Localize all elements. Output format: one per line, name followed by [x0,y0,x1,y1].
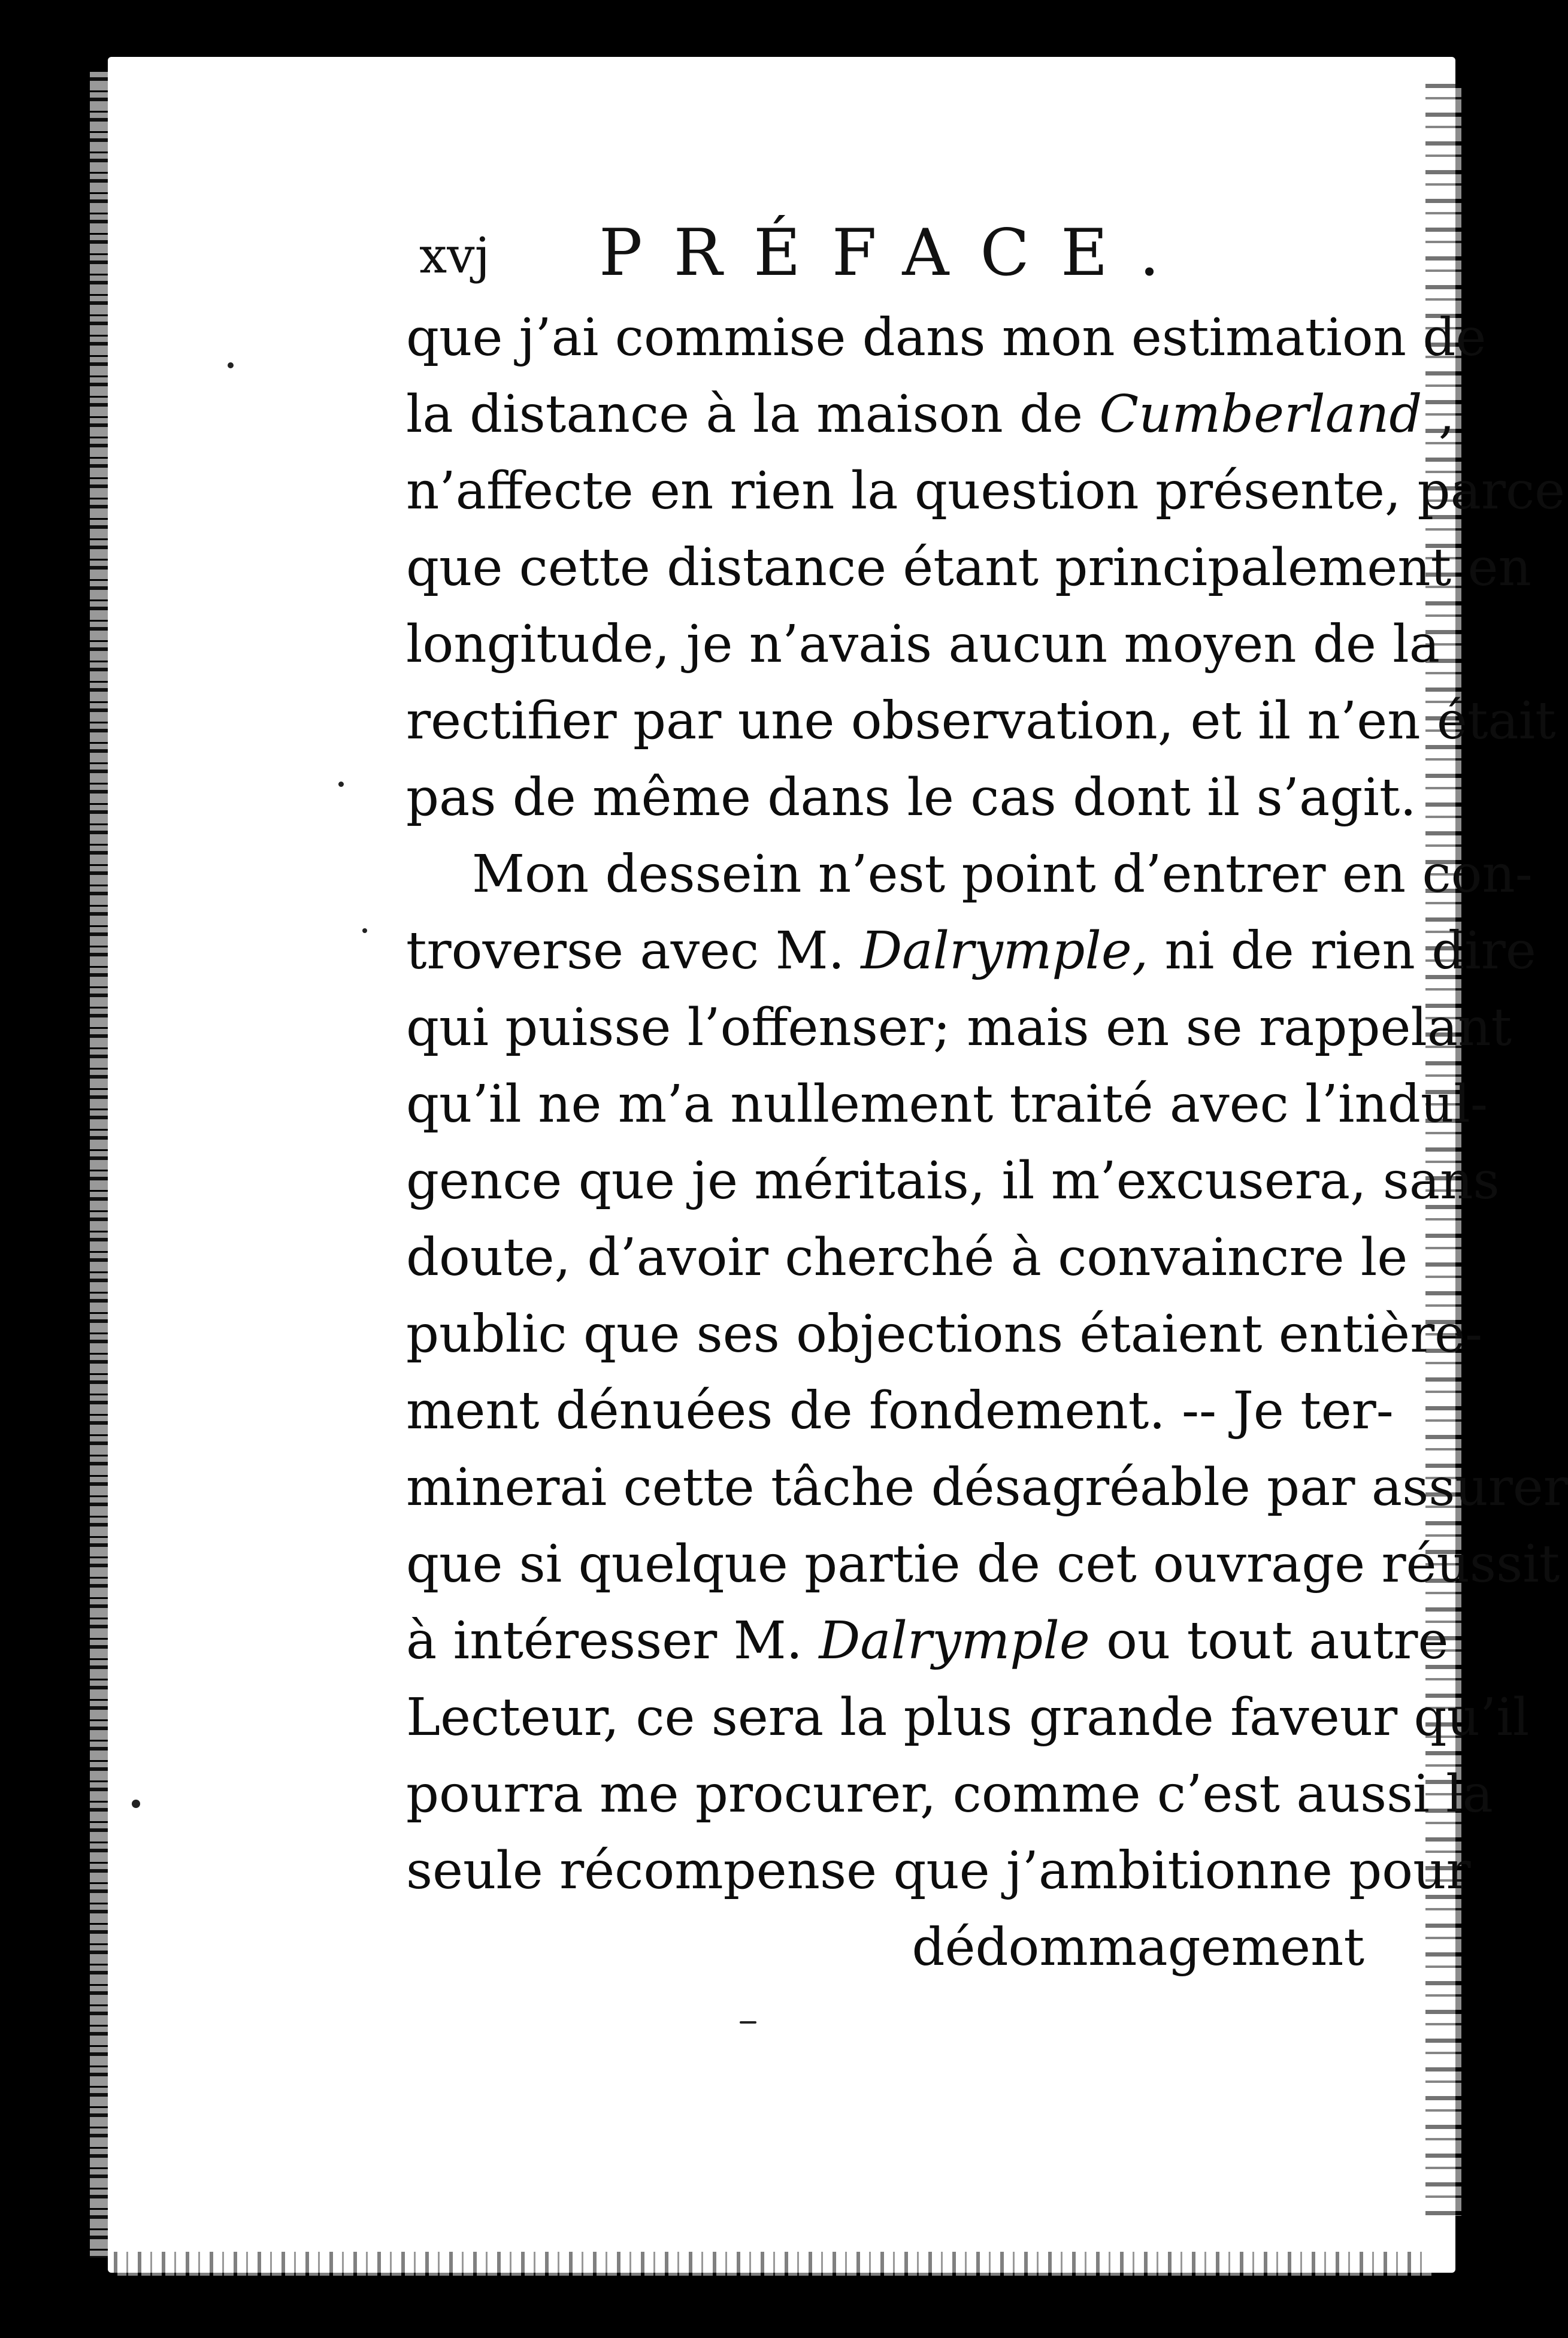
text-line [406,1526,1560,1603]
text-segment: qui puisse l’offenser; mais en se rappelant [406,998,1512,1058]
page-title: PRÉFACE. [599,216,1191,290]
text-segment: que si quelque partie de cet ouvrage réussit [406,1534,1560,1594]
text-segment: ni de rien dire [1148,921,1536,981]
text-segment: gence que je méritais, il m’excusera, sans [406,1151,1500,1211]
text-segment: que cette distance étant principalement en [406,538,1531,598]
text-segment: rectifier par une observation, et il n’en était [406,691,1556,751]
text-line [406,836,1533,913]
text-segment: que j’ai commise dans mon estimation de [406,308,1487,368]
scan-speck [362,928,367,933]
text-line [406,1373,1394,1449]
text-line [406,913,1536,989]
scan-speck [338,782,344,787]
text-segment: qu’il ne m’a nullement traité avec l’indul- [406,1074,1488,1134]
text-segment: pas de même dans le cas dont il s’agit. [406,768,1416,828]
italic-text: Dalrymple [819,1611,1090,1671]
text-line [406,1449,1568,1526]
text-line [406,1603,1449,1679]
text-line [406,1296,1483,1373]
text-segment: public que ses objections étaient entière- [406,1304,1483,1364]
scan-speck [740,2021,756,2024]
text-line [406,1219,1408,1296]
text-segment: Mon dessein n’est point d’entrer en con- [472,844,1533,904]
text-segment: Lecteur, ce sera la plus grande faveur qu’il [406,1688,1530,1748]
text-line [406,1066,1488,1143]
text-segment: , [1422,384,1455,444]
text-segment: ou tout autre [1089,1611,1449,1671]
text-line [406,1756,1493,1833]
body-text [406,299,1568,1986]
page-number: xvj [419,228,490,284]
text-segment: à intéresser M. [406,1611,819,1671]
text-line [406,1833,1471,1909]
text-segment: doute, d’avoir cherché à convaincre le [406,1228,1408,1288]
text-line [406,453,1566,529]
catchword: dédommagement [912,1918,1364,1977]
text-line [406,1143,1500,1219]
text-line [406,606,1440,683]
text-segment: ment dénuées de fondement. -- Je ter- [406,1381,1394,1441]
page-edge-bottom [114,2252,1431,2276]
text-segment: n’affecte en rien la question présente, parce [406,461,1566,521]
text-segment: seule récompense que j’ambitionne pour [406,1841,1471,1901]
text-line [406,1679,1530,1756]
italic-text: Dalrymple, [861,921,1149,981]
text-line [406,989,1512,1066]
scan-speck [132,1800,140,1808]
text-line [406,376,1455,453]
scan-speck [228,362,234,368]
text-line [406,529,1531,606]
text-line [406,759,1416,836]
text-line [406,299,1487,376]
text-segment: troverse avec M. [406,921,861,981]
italic-text: Cumberland [1099,384,1422,444]
text-segment: la distance à la maison de [406,384,1100,444]
text-segment: pourra me procurer, comme c’est aussi la [406,1764,1493,1824]
text-segment: minerai cette tâche désagréable par assurer [406,1458,1568,1518]
text-segment: longitude, je n’avais aucun moyen de la [406,614,1440,674]
running-head [419,216,1425,299]
text-line [406,683,1556,759]
